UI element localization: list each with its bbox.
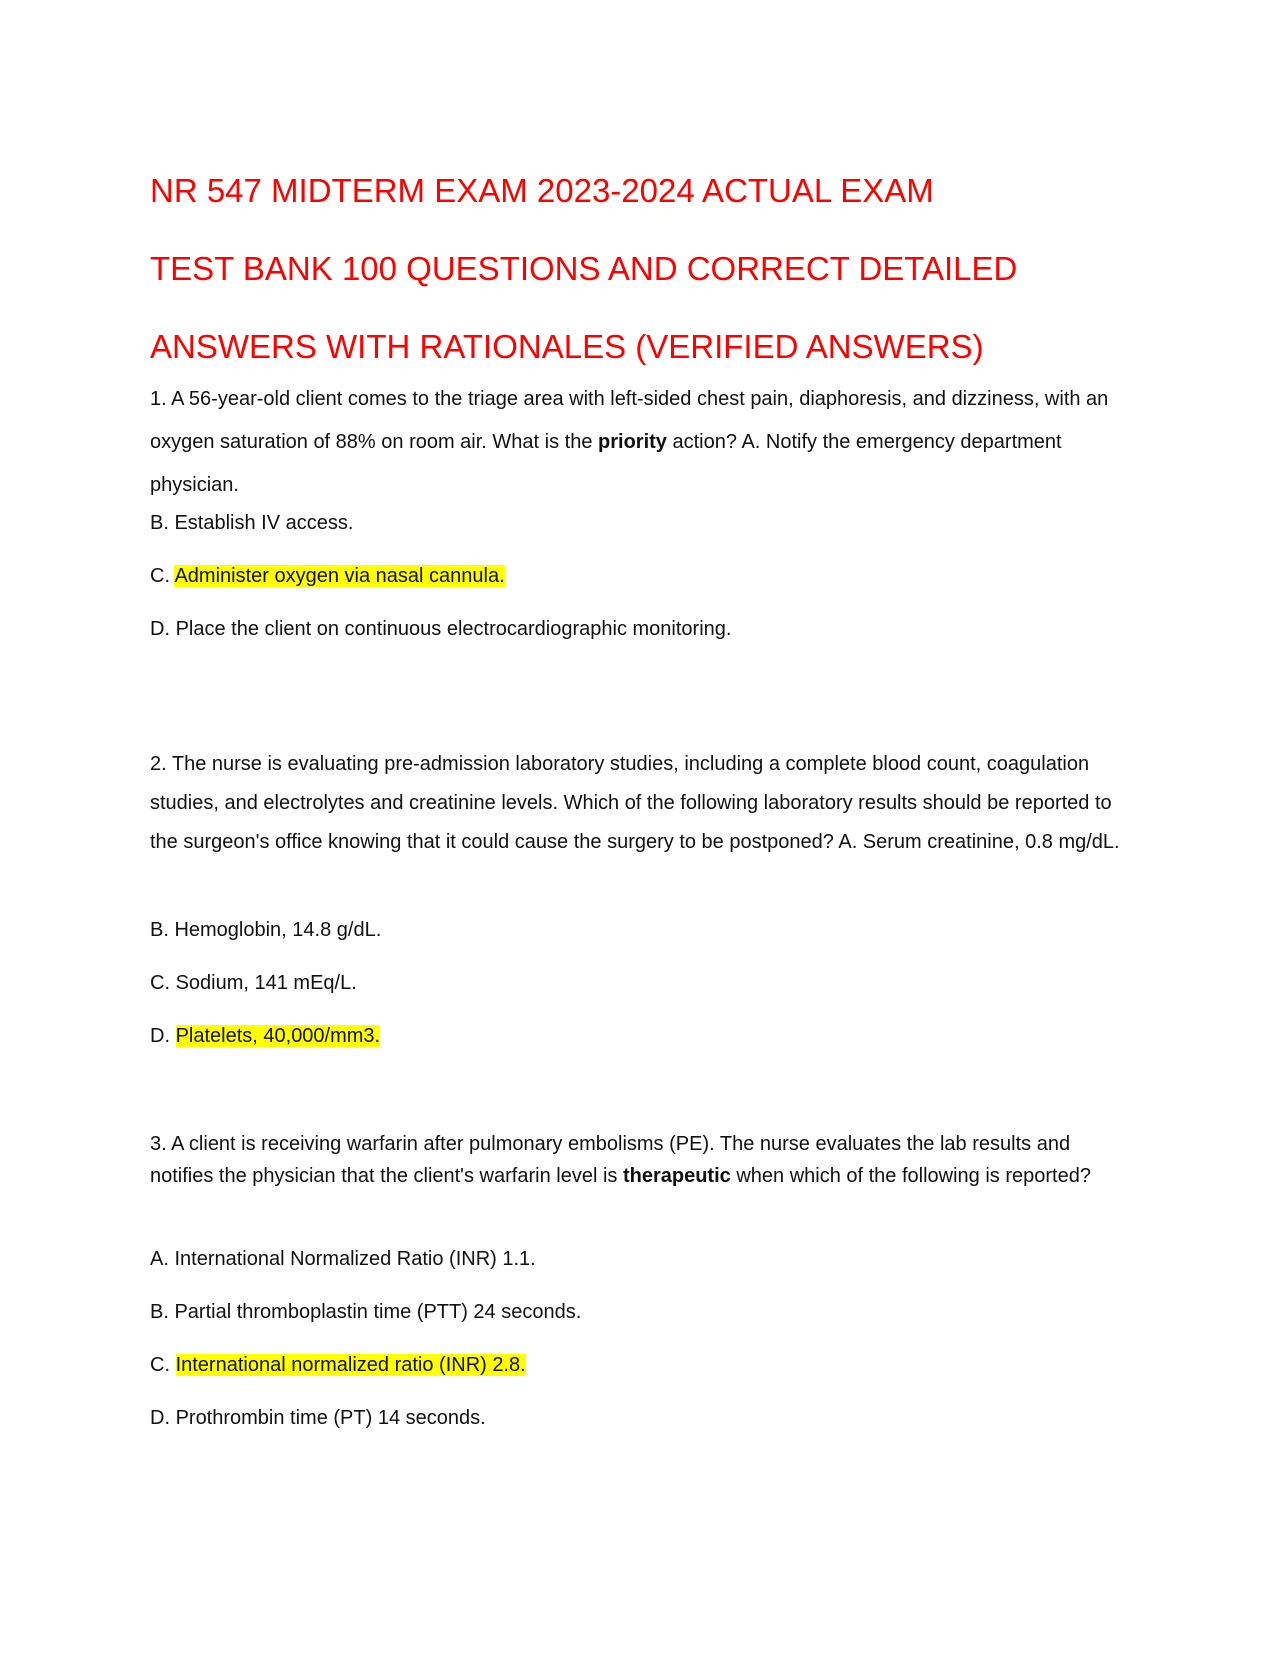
question-3-option-b: B. Partial thromboplastin time (PTT) 24 seconds. — [150, 1301, 582, 1323]
question-2-option-d: D. Platelets, 40,000/mm3. — [150, 1025, 381, 1047]
document-title — [150, 152, 1130, 386]
question-3-option-a: A. International Normalized Ratio (INR) 1.1. — [150, 1248, 536, 1270]
title-line-1: NR 547 MIDTERM EXAM 2023-2024 ACTUAL EXAM — [150, 172, 934, 209]
title-line-3: ANSWERS WITH RATIONALES (VERIFIED ANSWERS) — [150, 328, 984, 365]
question-2-option-b: B. Hemoglobin, 14.8 g/dL. — [150, 919, 382, 941]
answer-highlight: Administer oxygen via nasal cannula. — [174, 565, 505, 587]
question-2-stem: 2. The nurse is evaluating pre-admission laboratory studies, including a complete blood count, coagulation studies, and electrolytes and creatinine levels. Which of the following laboratory results should be reported to the surgeon's office knowing that it could cause the surgery to be postponed? A. Serum creatinine, 0.8 mg/dL. — [150, 753, 1120, 853]
question-1-option-d: D. Place the client on continuous electrocardiographic monitoring. — [150, 618, 732, 640]
question-2-option-c: C. Sodium, 141 mEq/L. — [150, 972, 357, 994]
question-3-option-c: C. International normalized ratio (INR) 2.8. — [150, 1354, 526, 1376]
question-1-option-b: B. Establish IV access. — [150, 512, 354, 534]
question-2 — [150, 745, 1130, 1047]
question-1-stem: 1. A 56-year-old client comes to the triage area with left-sided chest pain, diaphoresis, and dizziness, with an oxygen saturation of 88% on room air. What is the priority action? A. Notify the emergency department physician. — [150, 388, 1109, 496]
question-1-option-c: C. Administer oxygen via nasal cannula. — [150, 565, 505, 587]
question-3-stem: 3. A client is receiving warfarin after pulmonary embolisms (PE). The nurse evaluates the lab results and notifies the physician that the client's warfarin level is therapeutic when which of the following is reported? — [150, 1133, 1091, 1187]
question-1-emphasis: priority — [598, 431, 667, 453]
question-3-emphasis: therapeutic — [622, 1165, 731, 1187]
question-1 — [150, 378, 1130, 640]
answer-highlight: International normalized ratio (INR) 2.8. — [175, 1354, 526, 1376]
title-line-2: TEST BANK 100 QUESTIONS AND CORRECT DETAILED — [150, 250, 1018, 287]
answer-highlight: Platelets, 40,000/mm3. — [175, 1025, 381, 1047]
question-3 — [150, 1128, 1130, 1429]
question-3-option-d: D. Prothrombin time (PT) 14 seconds. — [150, 1407, 486, 1429]
